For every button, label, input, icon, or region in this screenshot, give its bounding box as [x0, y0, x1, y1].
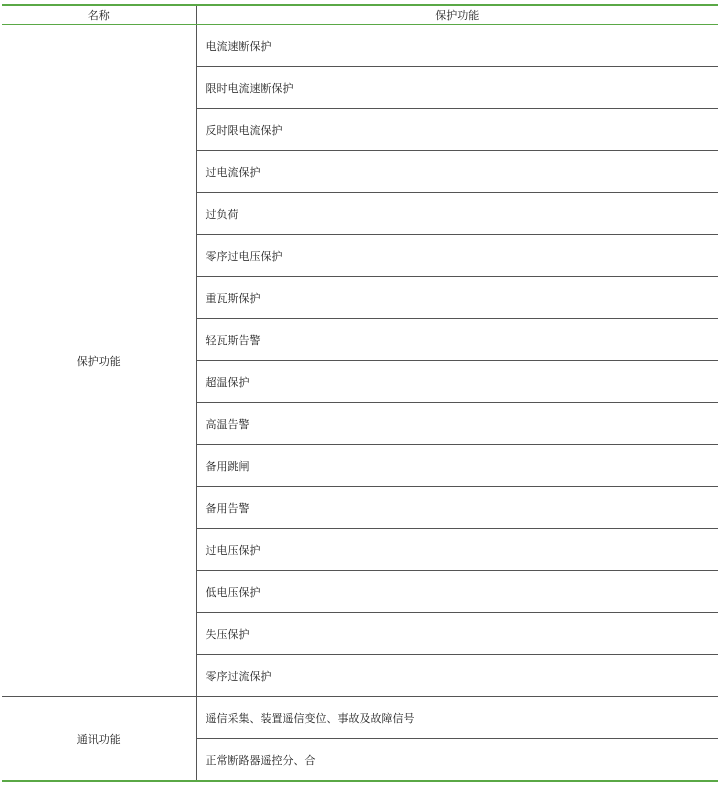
function-cell: 超温保护 [196, 361, 718, 403]
function-cell: 过负荷 [196, 193, 718, 235]
function-cell: 高温告警 [196, 403, 718, 445]
function-cell: 零序过电压保护 [196, 235, 718, 277]
protection-functions-table-wrapper [2, 0, 718, 782]
function-cell: 轻瓦斯告警 [196, 319, 718, 361]
function-cell: 过电流保护 [196, 151, 718, 193]
table-row [2, 697, 718, 739]
function-cell: 过电压保护 [196, 529, 718, 571]
function-cell: 备用告警 [196, 487, 718, 529]
function-cell: 反时限电流保护 [196, 109, 718, 151]
header-function: 保护功能 [196, 5, 718, 25]
group-name-protection: 保护功能 [2, 25, 196, 697]
function-cell: 限时电流速断保护 [196, 67, 718, 109]
group-name-communication: 通讯功能 [2, 697, 196, 782]
function-cell: 正常断路器遥控分、合 [205, 753, 316, 767]
function-cell: 零序过流保护 [196, 655, 718, 697]
table-body [2, 25, 718, 782]
function-cell: 电流速断保护 [196, 25, 718, 67]
table-header [2, 5, 718, 25]
function-cell: 备用跳闸 [196, 445, 718, 487]
header-name: 名称 [2, 5, 196, 25]
table-row [2, 25, 718, 67]
function-cell: 低电压保护 [196, 571, 718, 613]
protection-functions-table [2, 4, 718, 782]
function-cell: 遥信采集、装置遥信变位、事故及故障信号 [196, 697, 718, 739]
function-cell: 失压保护 [196, 613, 718, 655]
header-row [2, 5, 718, 25]
function-cell: 重瓦斯保护 [196, 277, 718, 319]
